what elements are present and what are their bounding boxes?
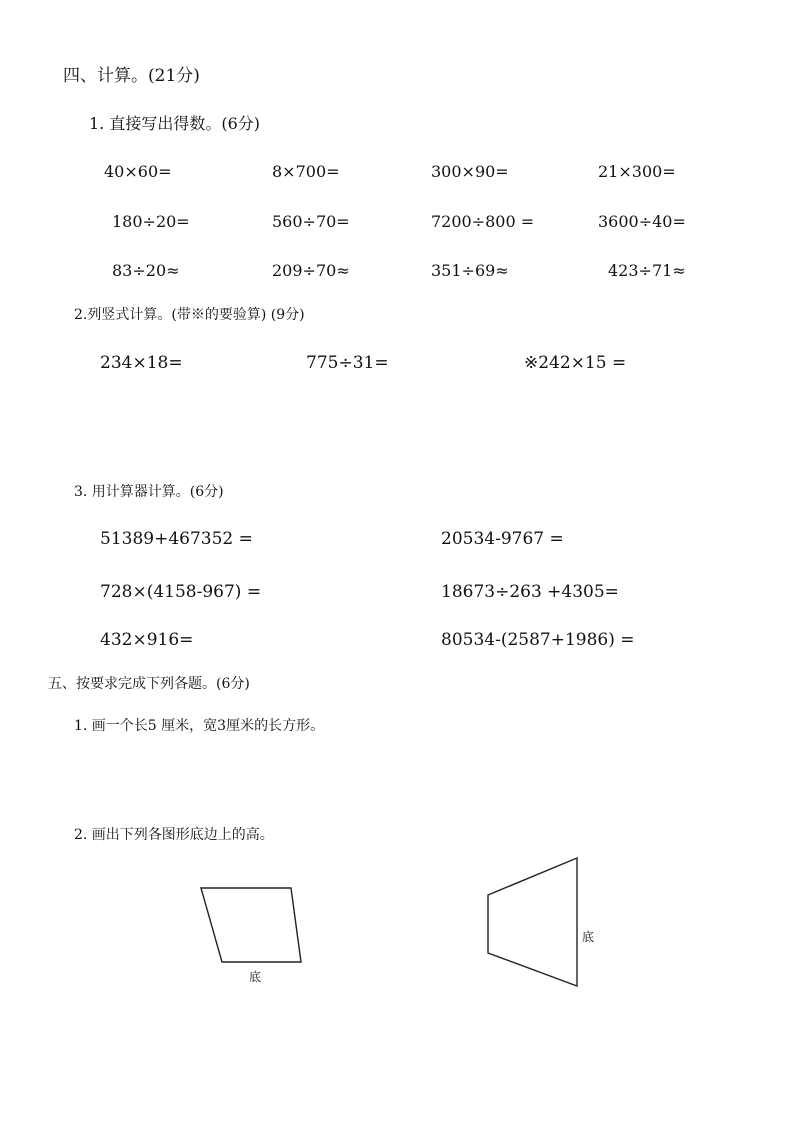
q1-title: 1. 直接写出得数。(6分)	[89, 114, 261, 133]
calculator-item: 728×(4158-967) =	[100, 582, 262, 602]
s5-q1-title: 1. 画一个长5 厘米，宽3厘米的长方形。	[74, 718, 325, 734]
vertical-calc-item: ※242×15 =	[524, 353, 627, 373]
q3-title: 3. 用计算器计算。(6分)	[74, 484, 224, 500]
s5-q2-title: 2. 画出下列各图形底边上的高。	[74, 827, 274, 843]
section5-title: 五、按要求完成下列各题。(6分)	[48, 676, 250, 692]
parallelogram-figure	[195, 880, 310, 970]
trapezoid-base-label: 底	[582, 930, 595, 944]
q2-title: 2.列竖式计算。(带※的要验算) (9分)	[74, 307, 305, 323]
mental-math-item: 8×700=	[272, 162, 340, 181]
calculator-item: 20534-9767 =	[441, 529, 564, 549]
trapezoid-figure	[482, 852, 587, 992]
vertical-calc-item: 234×18=	[100, 353, 183, 373]
mental-math-item: 300×90=	[431, 162, 509, 181]
calculator-item: 18673÷263 +4305=	[441, 582, 619, 602]
calculator-item: 80534-(2587+1986) =	[441, 630, 635, 650]
mental-math-item: 423÷71≈	[608, 261, 686, 280]
section4-title: 四、计算。(21分)	[63, 66, 200, 86]
mental-math-item: 83÷20≈	[112, 261, 180, 280]
calculator-item: 51389+467352 =	[100, 529, 253, 549]
mental-math-item: 180÷20=	[112, 212, 190, 231]
mental-math-item: 351÷69≈	[431, 261, 509, 280]
mental-math-item: 7200÷800 =	[431, 212, 535, 231]
mental-math-item: 21×300=	[598, 162, 676, 181]
vertical-calc-item: 775÷31=	[306, 353, 389, 373]
mental-math-item: 3600÷40=	[598, 212, 686, 231]
calculator-item: 432×916=	[100, 630, 194, 650]
parallelogram-base-label: 底	[249, 970, 262, 984]
mental-math-item: 40×60=	[104, 162, 172, 181]
mental-math-item: 209÷70≈	[272, 261, 350, 280]
mental-math-item: 560÷70=	[272, 212, 350, 231]
